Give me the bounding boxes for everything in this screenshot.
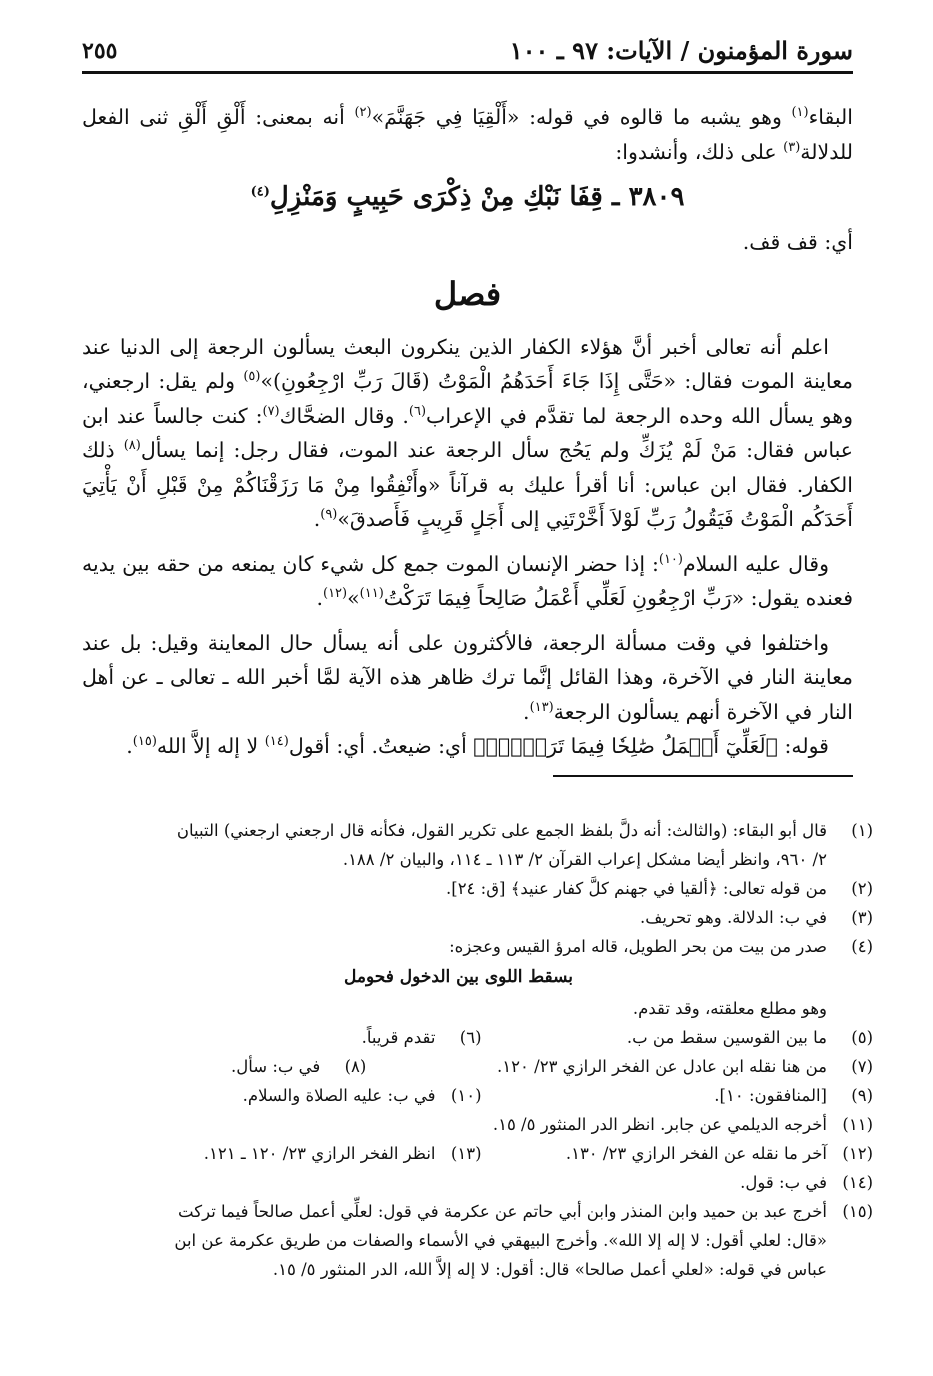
footnote-ref[interactable]: (٣)	[783, 139, 801, 155]
footnote-separator	[553, 775, 853, 777]
footnote-number: (٩)	[851, 1086, 873, 1105]
footnote-2	[90, 874, 873, 903]
footnote-6	[90, 1023, 482, 1052]
footnote-14	[90, 1168, 873, 1197]
text-span: البقاء	[808, 105, 853, 129]
footnote-row	[90, 1023, 873, 1052]
footnote-ref[interactable]: (١٠)	[658, 551, 683, 567]
text-span: وقال عليه السلام	[682, 551, 829, 576]
text-span: على ذلك، وأنشدوا:	[615, 139, 784, 164]
footnote-5	[482, 1023, 874, 1052]
footnote-13	[90, 1139, 482, 1168]
footnote-text: وهو مطلع معلقته، وقد تقدم.	[632, 999, 827, 1018]
footnote-11	[90, 1110, 873, 1139]
header-title: سورة المؤمنون / الآيات: ٩٧ ـ ١٠٠	[509, 36, 853, 65]
footnote-text: في ب: عليه الصلاة والسلام.	[242, 1086, 436, 1105]
poetry-verse	[82, 171, 853, 223]
footnote-ref[interactable]: (١٣)	[529, 699, 554, 715]
text-span: قوله: ﴿لَعَلِّيٓ أَعۡمَلُ صَٰلِحٗا فِيمَا تَرَكۡتُۚ﴾ أي: ضيعتُ. أي: أقول	[288, 734, 829, 758]
verse-gloss: أي: قف قف.	[742, 230, 853, 254]
footnote-ref[interactable]: (٨)	[123, 438, 141, 454]
footnote-3	[90, 903, 873, 932]
footnote-15	[90, 1197, 873, 1284]
footnote-ref[interactable]: (١٤)	[264, 734, 289, 750]
text-span: واختلفوا في وقت مسألة الرجعة، فالأكثرون على أنه يسأل حال المعاينة وقيل: بل عند معاينة النار في الآخرة، وهذا القائل إنَّما ترك ظاهر هذه الآية لمَّا أخبر الله ـ تعالى ـ عن أهل النار في الآخرة أنهم يسألون الرجعة	[82, 630, 853, 724]
text-span: ذلك الكفار. فقال ابن عباس: أنا أقرأ عليك به قرآناً «وأَنْفِقُوا مِنْ مَا رَزَقْنَاكُمْ مِنْ قَبْلِ أَنْ يَأْتِيَ أَحَدَكُم الْمَوْتُ فَيَقُولُ رَبِّ لَوْلاَ أَخَّرْتَنِي إلى أَجَلٍ قَرِيبٍ فَأَصدقَ»	[82, 438, 853, 531]
footnote-text: في ب: سأل.	[231, 1057, 321, 1076]
running-header	[82, 28, 853, 76]
footnote-text: «قال: لعلي أقول: لا إله إلا الله». وأخرج البيهقي في الأسماء والصفات من طريق عكرمة عن ابن	[174, 1231, 827, 1250]
text-span: : كنت جالساً عند ابن عباس فقال: مَنْ لَمْ يُزَكِّ ولم يَحُج سأل الرجعة عند الموت، فقال رجل: إنما يسأل	[82, 403, 854, 462]
footnote-number: (٥)	[851, 1028, 873, 1047]
footnote-row	[90, 1052, 873, 1081]
footnote-text: قال أبو البقاء: (والثالث: أنه دلَّ بلفظ الجمع على تكرير القول، فكأنه قال ارجعني ارجعني) التبيان	[176, 821, 827, 840]
footnote-text: آخر ما نقله عن الفخر الرازي ٢٣/ ١٣٠.	[565, 1144, 827, 1163]
section-heading: فصل	[433, 274, 502, 313]
footnote-ref[interactable]: (١)	[791, 105, 809, 121]
text-span: لا إله إلاَّ الله	[156, 734, 265, 758]
text-span: : إذا حضر الإنسان الموت جمع كل شيء كان يمنعه من حقه بين يديه فعنده يقول: «رَبِّ ارْجِعُونِ لَعَلِّي أَعْمَلُ صَالِحاً فِيمَا تَرَكْتُ	[82, 551, 853, 610]
footnote-4	[90, 932, 873, 1023]
footnote-text: ما بين القوسين سقط من ب.	[626, 1028, 827, 1047]
footnote-number: (١١)	[842, 1115, 873, 1134]
header-rule	[82, 71, 853, 74]
footnote-number: (٣)	[851, 908, 873, 927]
footnote-number: (٤)	[851, 937, 873, 956]
paragraph-2	[82, 547, 853, 616]
footnote-text: من قوله تعالى: ﴿ألقيا في جهنم كلَّ كفار عنيد﴾ [ق: ٢٤].	[446, 879, 827, 898]
text-span: .	[523, 699, 530, 724]
footnote-ref[interactable]: (٤)	[250, 184, 270, 200]
text-span: .	[313, 507, 321, 531]
text-span: اعلم أنه تعالى أخبر أنَّ هؤلاء الكفار الذين ينكرون البعث يسألون الرجعة إلى الدنيا عند معاينة الموت فقال: «حَتَّى إِذَا جَاءَ أَحَدَهُمُ الْمَوْتُ (قَالَ رَبِّ ارْجِعُونِ)»	[82, 334, 853, 393]
footnote-number: (١٢)	[842, 1144, 873, 1163]
footnote-number: (٢)	[851, 879, 873, 898]
footnote-number: (١٠)	[450, 1086, 482, 1105]
intro-paragraph	[82, 100, 853, 169]
footnote-7	[366, 1052, 873, 1081]
footnote-number: (١٥)	[842, 1202, 873, 1221]
text-span: . وقال الضحَّاك	[279, 403, 409, 428]
footnote-text: ٢/ ٩٦٠، وانظر أيضا مشكل إعراب القرآن ٢/ ١١٣ ـ ١١٤، والبيان ٢/ ١٨٨.	[342, 850, 827, 869]
footnote-ref[interactable]: (٦)	[408, 403, 427, 419]
footnote-number: (٨)	[344, 1057, 367, 1076]
footnote-1	[90, 816, 873, 874]
footnote-ref[interactable]: (١١)	[359, 586, 384, 602]
footnote-text: من هنا نقله ابن عادل عن الفخر الرازي ٢٣/ ١٢٠.	[497, 1057, 827, 1076]
footnote-9	[482, 1081, 874, 1110]
page-number: ٢٥٥	[82, 38, 118, 64]
footnote-8	[90, 1052, 366, 1081]
footnotes	[90, 816, 873, 1284]
footnote-text: عباس في قوله: «لعلي أعمل صالحا» قال: أقول: لا إله إلاَّ الله، الدر المنثور ٥/ ١٥.	[272, 1260, 827, 1279]
footnote-number: (١٣)	[450, 1144, 482, 1163]
paragraph-3	[82, 626, 853, 730]
footnote-ref[interactable]: (٩)	[320, 507, 338, 523]
verse-text: ٣٨٠٩ ـ قِفَا نَبْكِ مِنْ ذِكْرَى حَبِيبٍ وَمَنْزِلِ	[269, 182, 685, 212]
paragraph-1	[82, 330, 853, 537]
footnote-text: انظر الفخر الرازي ٢٣/ ١٢٠ ـ ١٢١.	[203, 1144, 436, 1163]
paragraph-4	[82, 729, 853, 764]
footnote-number: (١)	[851, 821, 873, 840]
footnote-ref[interactable]: (١٢)	[323, 586, 348, 602]
text-span: .	[126, 734, 133, 758]
text-span: »	[347, 586, 360, 610]
footnote-row	[90, 1139, 873, 1168]
footnote-text: أخرج عبد بن حميد وابن المنذر وابن أبي حاتم عن عكرمة في قول: لعلِّي أعمل صالحاً فيما تركت	[178, 1202, 827, 1221]
footnote-12	[482, 1139, 874, 1168]
footnote-text: في ب: قول.	[740, 1173, 827, 1192]
footnote-row	[90, 1081, 873, 1110]
footnote-ref[interactable]: (١٥)	[132, 734, 157, 750]
footnote-poem: بسقط اللوى بين الدخول فحومل	[343, 967, 574, 987]
footnote-text: تقدم قريباً.	[361, 1028, 436, 1047]
footnote-text: أخرجه الديلمي عن جابر. انظر الدر المنثور ٥/ ١٥.	[492, 1115, 827, 1134]
footnote-number: (٦)	[459, 1028, 482, 1047]
footnote-text: صدر من بيت من بحر الطويل، قاله امرؤ القيس وعجزه:	[449, 937, 827, 956]
footnote-ref[interactable]: (٧)	[262, 403, 280, 419]
footnote-number: (١٤)	[842, 1173, 873, 1192]
text-span: ولم يقل: ارجعني، وهو يسأل الله وحده الرجعة لما تقدَّم في الإعراب	[82, 369, 853, 428]
footnote-ref[interactable]: (٢)	[354, 105, 372, 121]
main-text	[82, 100, 853, 764]
text-span: أنه بمعنى: أَلْقِ أَلْقِ ثنى الفعل للدلالة	[82, 105, 853, 164]
footnote-text: في ب: الدلالة. وهو تحريف.	[640, 908, 827, 927]
footnote-10	[90, 1081, 482, 1110]
footnote-ref[interactable]: (٥)	[243, 369, 261, 385]
text-span: وهو يشبه ما قالوه في قوله: «أَلْقِيَا فِي جَهَنَّمَ»	[371, 105, 792, 129]
text-span: .	[316, 586, 323, 610]
footnote-text: [المنافقون: ١٠].	[714, 1086, 827, 1105]
footnote-number: (٧)	[851, 1057, 873, 1076]
